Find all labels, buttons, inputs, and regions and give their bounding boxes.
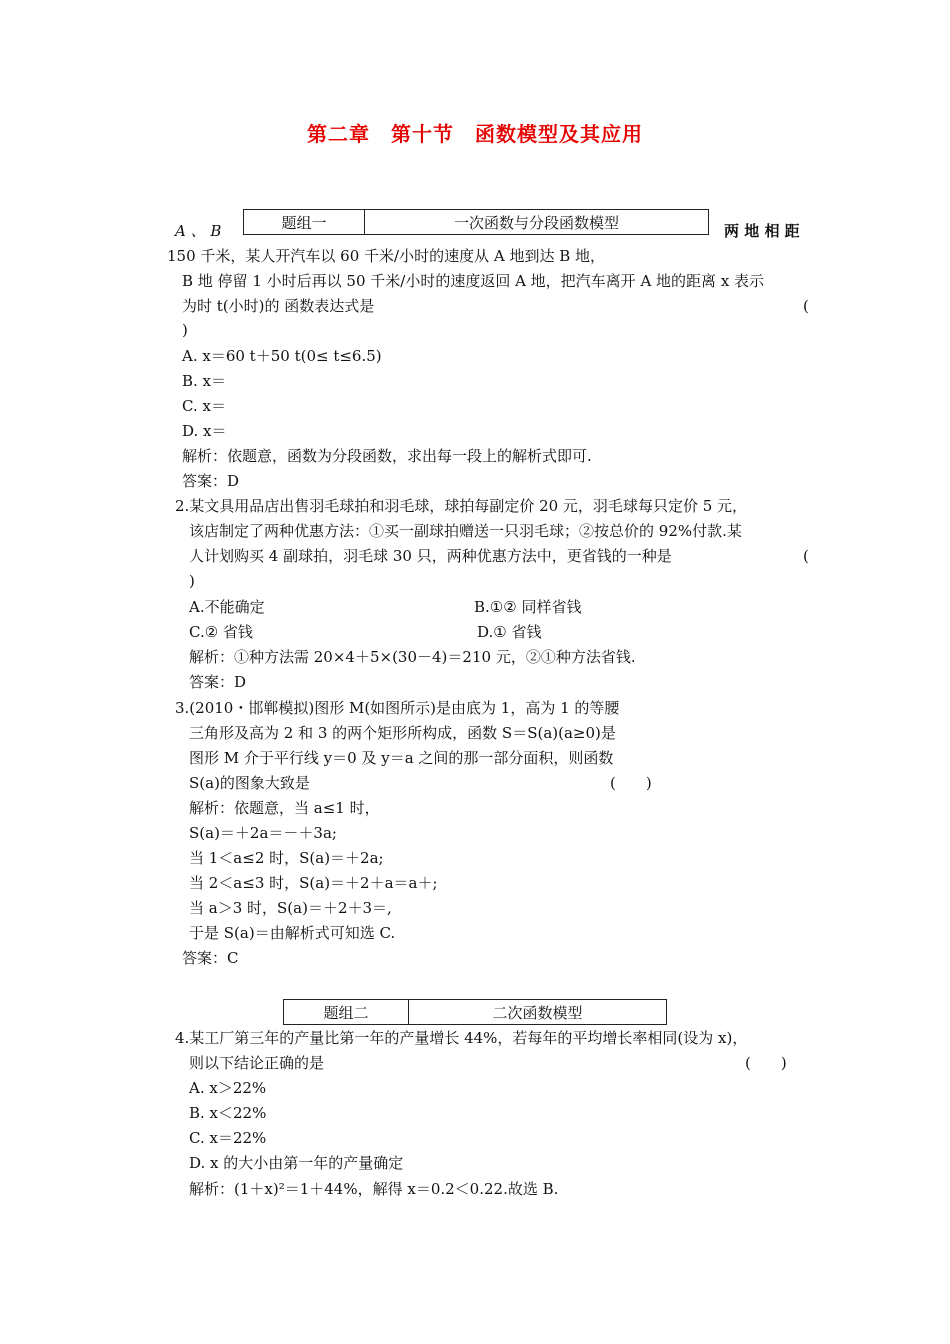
q1-option-d: D. x＝ xyxy=(182,422,227,440)
q2-analysis: 解析：①种方法需 20×4＋5×(30－4)＝210 元，②①种方法省钱. xyxy=(189,648,636,666)
q1-prefix: A 、 B xyxy=(175,222,222,240)
page-title: 第二章 第十节 函数模型及其应用 xyxy=(307,122,643,146)
q3-analysis-line: 当 a＞3 时，S(a)＝＋2＋3＝, xyxy=(189,899,392,917)
answer-paren: ( ) xyxy=(610,774,652,792)
group-topic: 二次函数模型 xyxy=(409,1000,667,1025)
q4-option-b: B. x＜22% xyxy=(189,1104,267,1122)
answer-paren-close: ) xyxy=(182,321,188,339)
q2-line: 该店制定了两种优惠方法：①买一副球拍赠送一只羽毛球；②按总价的 92%付款.某 xyxy=(189,522,742,540)
q3-analysis-line: 当 2＜a≤3 时，S(a)＝＋2＋a＝a＋; xyxy=(189,874,438,892)
q3-line: 3.(2010・邯郸模拟)图形 M(如图所示)是由底为 1，高为 1 的等腰 xyxy=(175,699,620,717)
q2-line: 人计划购买 4 副球拍，羽毛球 30 只，两种优惠方法中，更省钱的一种是 xyxy=(189,547,672,565)
group-header-table xyxy=(243,209,709,235)
q4-line: 4.某工厂第三年的产量比第一年的产量增长 44%，若每年的平均增长率相同(设为 x)， xyxy=(175,1029,748,1047)
answer-paren-close: ) xyxy=(189,572,195,590)
q2-option-b: B.①② 同样省钱 xyxy=(474,598,582,616)
q3-analysis-line: 当 1＜a≤2 时，S(a)＝＋2a; xyxy=(189,849,384,867)
q4-option-a: A. x＞22% xyxy=(189,1079,267,1097)
q2-answer: 答案：D xyxy=(189,673,247,691)
answer-paren: ( ) xyxy=(745,1054,787,1072)
q2-option-a: A.不能确定 xyxy=(189,598,265,616)
group-label: 题组一 xyxy=(244,210,365,235)
q2-line: 2.某文具用品店出售羽毛球拍和羽毛球，球拍每副定价 20 元，羽毛球每只定价 5 元， xyxy=(175,497,748,515)
answer-paren-open: ( xyxy=(803,547,809,565)
group-label: 题组二 xyxy=(284,1000,409,1025)
q4-option-d: D. x 的大小由第一年的产量确定 xyxy=(189,1154,404,1172)
q3-answer: 答案：C xyxy=(182,949,239,967)
q1-line: B 地 停留 1 小时后再以 50 千米/小时的速度返回 A 地，把汽车离开 A 地的距离 x 表示 xyxy=(182,272,765,290)
q1-line: 150 千米，某人开汽车以 60 千米/小时的速度从 A 地到达 B 地， xyxy=(167,247,606,265)
group-topic: 一次函数与分段函数模型 xyxy=(365,210,709,235)
q3-analysis-line: S(a)＝＋2a＝－＋3a; xyxy=(189,824,337,842)
q3-line: 图形 M 介于平行线 y＝0 及 y＝a 之间的那一部分面积，则函数 xyxy=(189,749,614,767)
q1-line: 为时 t(小时)的 函数表达式是 xyxy=(182,297,375,315)
q1-option-c: C. x＝ xyxy=(182,397,226,415)
q2-option-c: C.② 省钱 xyxy=(189,623,253,641)
q4-analysis: 解析：(1＋x)²＝1＋44%，解得 x＝0.2＜0.22.故选 B. xyxy=(189,1180,559,1198)
q3-analysis-line: 于是 S(a)＝由解析式可知选 C. xyxy=(189,924,396,942)
q1-option-a: A. x＝60 t＋50 t(0≤ t≤6.5) xyxy=(182,347,382,365)
q1-suffix: 两 地 相 距 xyxy=(724,222,800,240)
q1-answer: 答案：D xyxy=(182,472,240,490)
q3-line: S(a)的图象大致是 xyxy=(189,774,310,792)
group-header-table xyxy=(283,999,667,1025)
q4-option-c: C. x＝22% xyxy=(189,1129,267,1147)
q2-option-d: D.① 省钱 xyxy=(477,623,542,641)
q3-analysis-line: 解析：依题意，当 a≤1 时， xyxy=(189,799,380,817)
q1-analysis: 解析：依题意，函数为分段函数，求出每一段上的解析式即可. xyxy=(182,447,592,465)
q4-line: 则以下结论正确的是 xyxy=(189,1054,325,1072)
q1-option-b: B. x＝ xyxy=(182,372,227,390)
answer-paren-open: ( xyxy=(803,297,809,315)
q3-line: 三角形及高为 2 和 3 的两个矩形所构成，函数 S＝S(a)(a≥0)是 xyxy=(189,724,616,742)
